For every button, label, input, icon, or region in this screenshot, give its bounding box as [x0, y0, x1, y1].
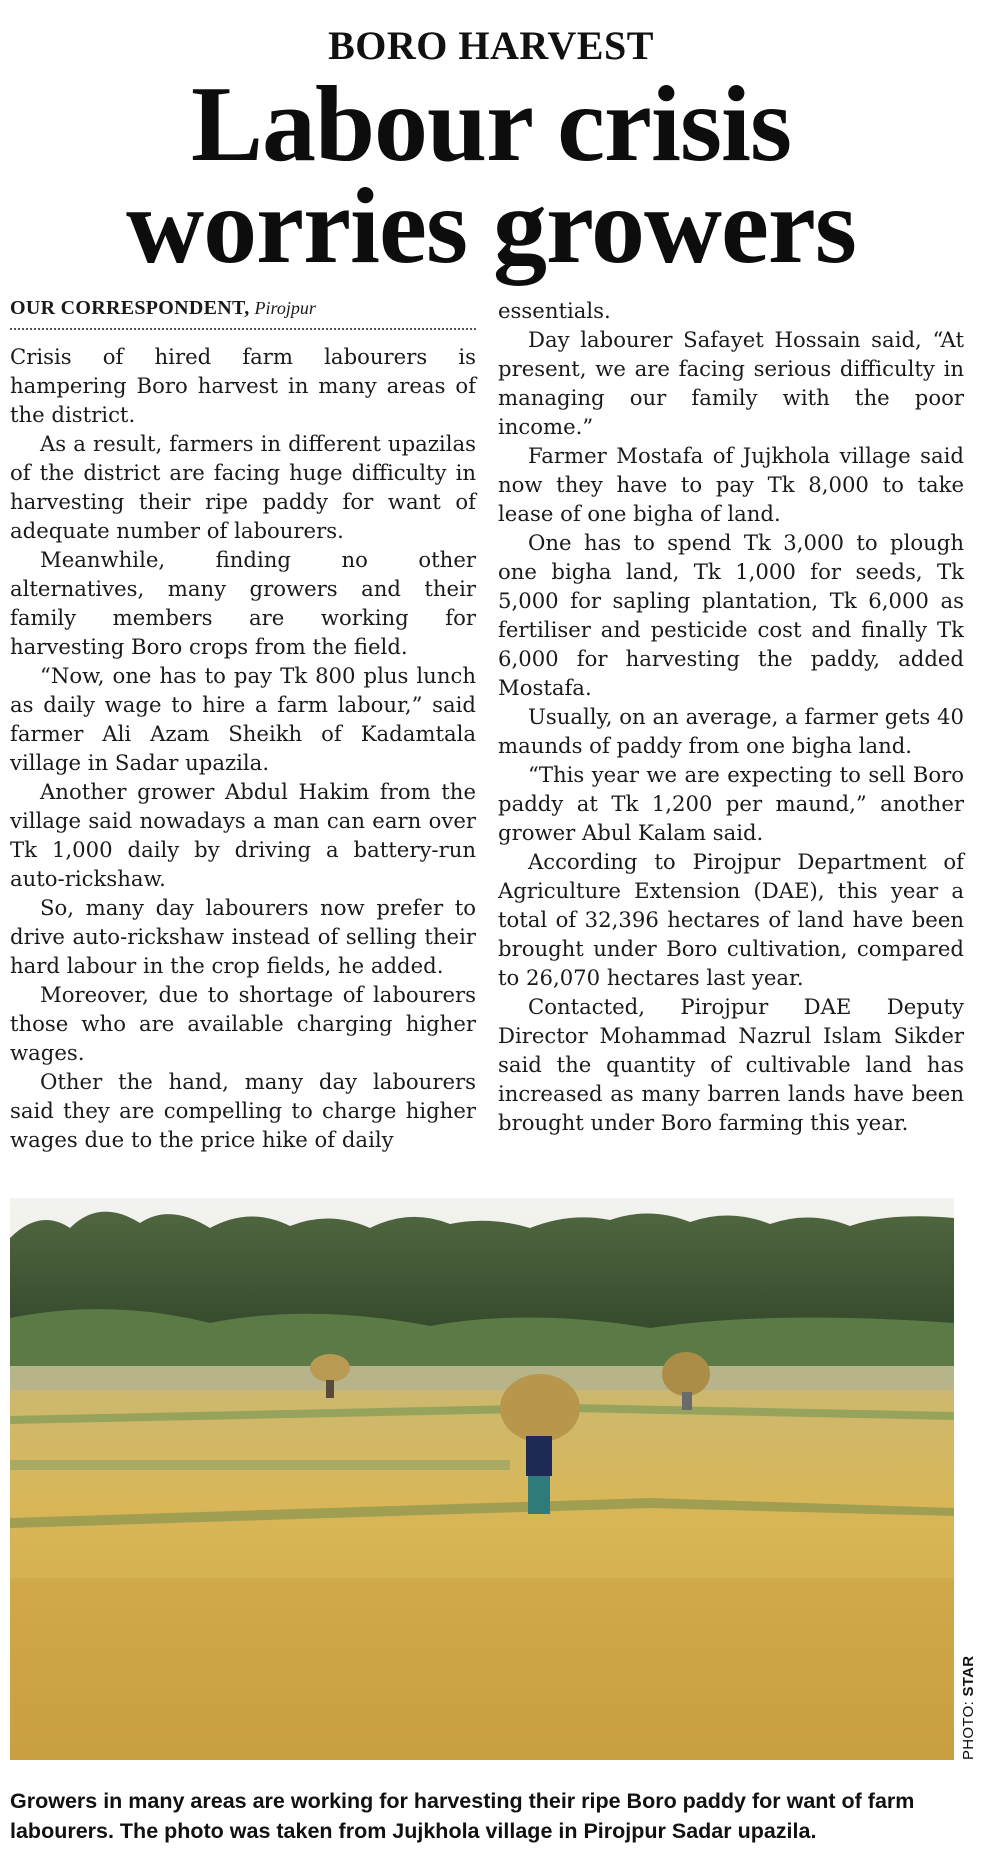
paragraph: Farmer Mostafa of Jujkhola village said now they have to pay Tk 8,000 to take lease of one bigha of land. [498, 443, 964, 526]
headline [0, 65, 982, 286]
paragraph: So, many day labourers now prefer to drive auto-rickshaw instead of selling their hard labour in the crop fields, he added. [10, 895, 476, 978]
section-kicker: BORO HARVEST [328, 23, 654, 68]
headline-line-1: Labour crisis [190, 65, 792, 184]
paragraph: Usually, on an average, a farmer gets 40 maunds of paddy from one bigha land. [498, 704, 964, 758]
byline-location: Pirojpur [254, 298, 316, 318]
paragraph: Meanwhile, finding no other alternatives, many growers and their family members are working for harvesting Boro crops from the field. [10, 547, 476, 659]
paragraph: Other the hand, many day labourers said they are compelling to charge higher wages due to the price hike of daily [10, 1069, 476, 1152]
paragraph: Another grower Abdul Hakim from the village said nowadays a man can earn over Tk 1,000 daily by driving a battery-run auto-rickshaw. [10, 779, 476, 891]
headline-line-2: worries growers [126, 167, 856, 286]
article-column-right [498, 296, 964, 1137]
paragraph: essentials. [498, 298, 611, 323]
photo-credit-label: PHOTO: [960, 1696, 977, 1760]
byline [10, 296, 476, 330]
photo-caption: Growers in many areas are working for harvesting their ripe Boro paddy for want of farm labourers. The photo was taken from Jujkhola village in Pirojpur Sadar upazila. [10, 1789, 915, 1843]
paragraph: One has to spend Tk 3,000 to plough one bigha land, Tk 1,000 for seeds, Tk 5,000 for sapling plantation, Tk 6,000 as fertiliser and pesticide cost and finally Tk 6,000 for harvesting the paddy, added Mostafa. [498, 530, 964, 700]
article-column-left [10, 296, 476, 1154]
paragraph: “Now, one has to pay Tk 800 plus lunch as daily wage to hire a farm labour,” said farmer Ali Azam Sheikh of Kadamtala village in Sadar upazila. [10, 663, 476, 775]
paragraph: Contacted, Pirojpur DAE Deputy Director Mohammad Nazrul Islam Sikder said the quantity of cultivable land has increased as many barren lands have been brought under Boro farming this year. [498, 994, 964, 1135]
paragraph: Crisis of hired farm labourers is hampering Boro harvest in many areas of the district. [10, 344, 476, 427]
paragraph: As a result, farmers in different upazilas of the district are facing huge difficulty in harvesting their ripe paddy for want of adequate number of labourers. [10, 431, 476, 543]
paragraph: Day labourer Safayet Hossain said, “At present, we are facing serious difficulty in managing our family with the poor income.” [498, 327, 964, 439]
paragraph: Moreover, due to shortage of labourers those who are available charging higher wages. [10, 982, 476, 1065]
article-photo [10, 1198, 954, 1760]
paragraph: According to Pirojpur Department of Agriculture Extension (DAE), this year a total of 32,396 hectares of land have been brought under Boro cultivation, compared to 26,070 hectares last year. [498, 849, 964, 990]
photo-credit [960, 1656, 977, 1760]
byline-author: OUR CORRESPONDENT, [10, 297, 250, 319]
photo-credit-source: STAR [960, 1655, 977, 1697]
paragraph: “This year we are expecting to sell Boro paddy at Tk 1,200 per maund,” another grower Abul Kalam said. [498, 762, 964, 845]
